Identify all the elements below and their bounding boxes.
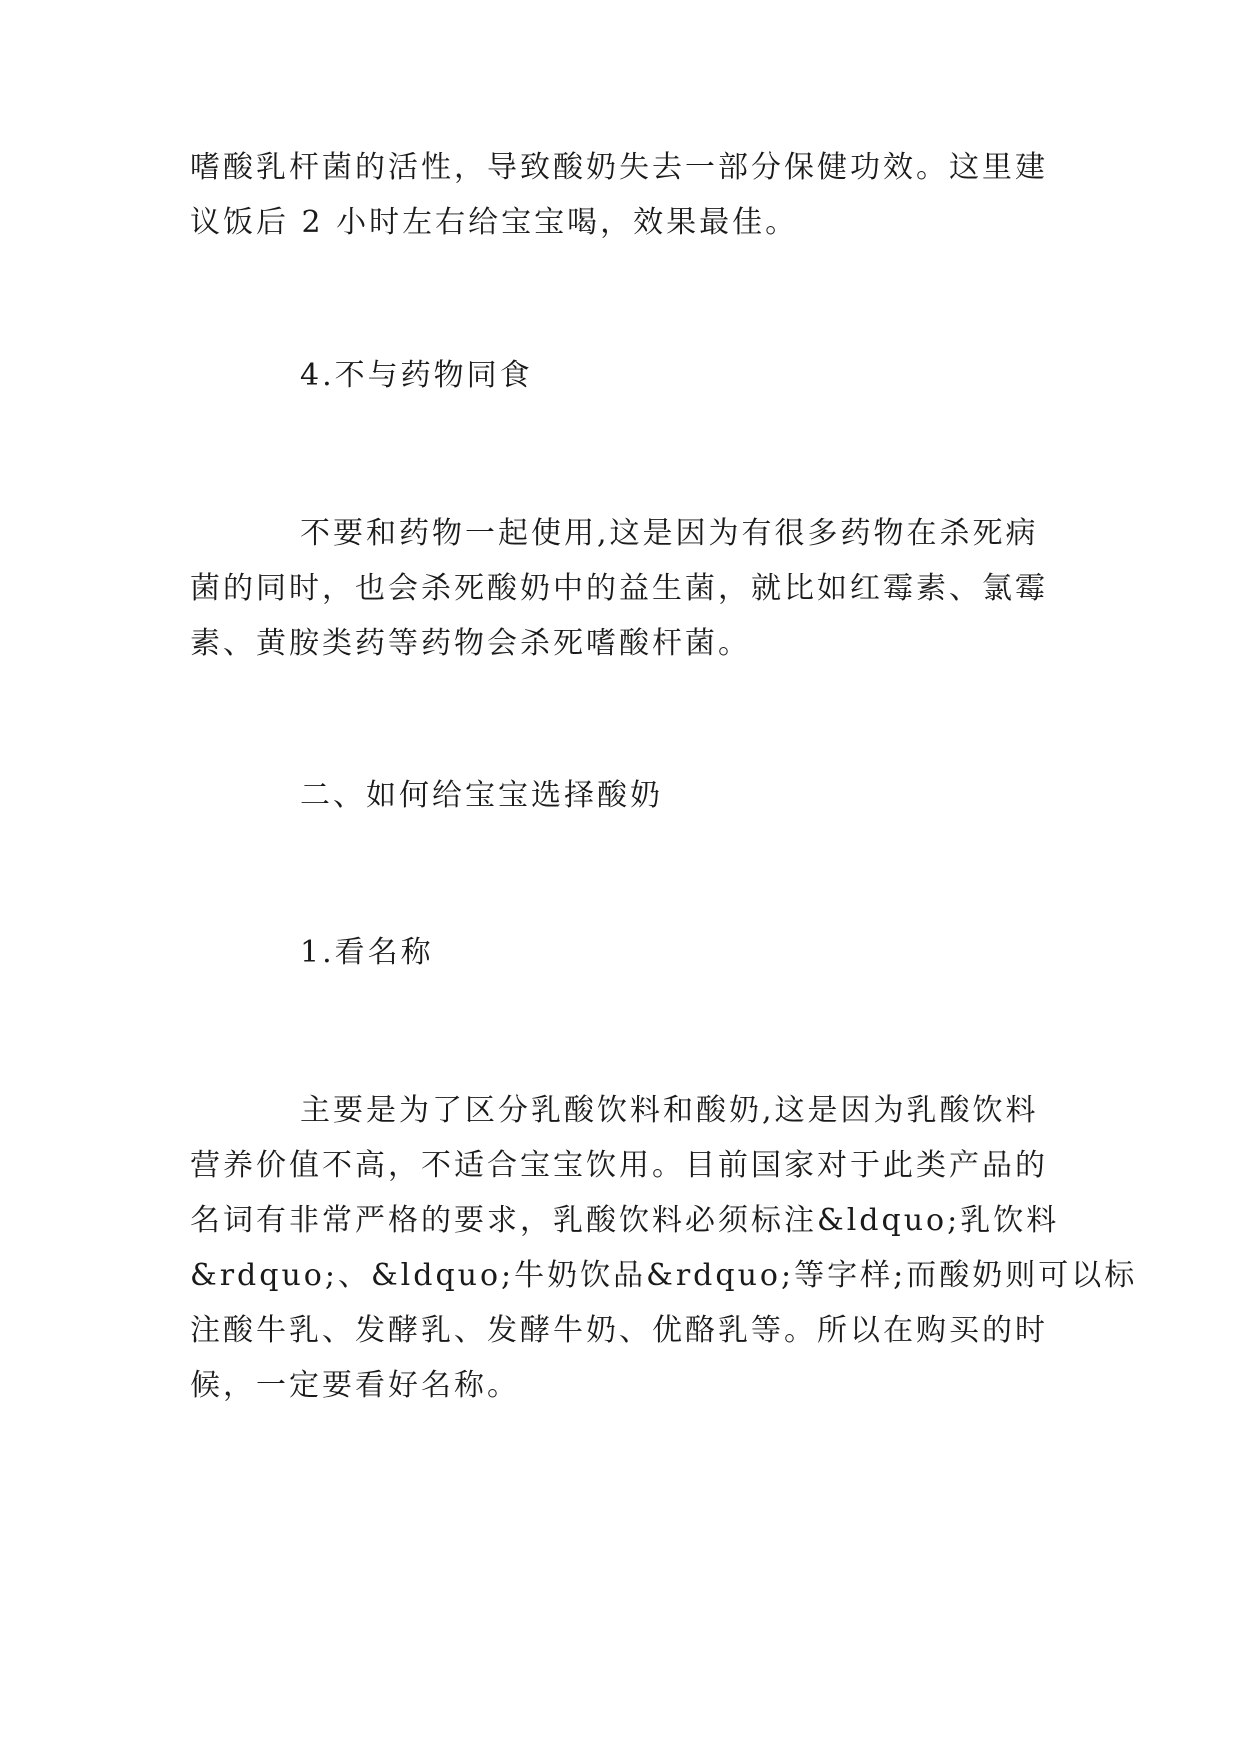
- paragraph-name: [190, 1083, 1138, 1413]
- paragraph-line: 不要和药物一起使用,这是因为有很多药物在杀死病: [300, 516, 1039, 551]
- paragraph-line: 名词有非常严格的要求，乳酸饮料必须标注&ldquo;乳饮料: [190, 1203, 1060, 1238]
- paragraph-line: 素、黄胺类药等药物会杀死嗜酸杆菌。: [190, 626, 751, 661]
- paragraph-medicine: [190, 506, 1052, 671]
- paragraph-line: 注酸牛乳、发酵乳、发酵牛奶、优酪乳等。所以在购买的时: [190, 1313, 1048, 1348]
- paragraph-line: 嗜酸乳杆菌的活性，导致酸奶失去一部分保健功效。这里建: [190, 150, 1048, 185]
- paragraph-line: 主要是为了区分乳酸饮料和酸奶,这是因为乳酸饮料: [300, 1093, 1039, 1128]
- paragraph-line: &rdquo;、&ldquo;牛奶饮品&rdquo;等字样;而酸奶则可以标: [190, 1258, 1138, 1293]
- heading-1-check-name: 1.看名称: [300, 935, 434, 970]
- paragraph-line: 营养价值不高，不适合宝宝饮用。目前国家对于此类产品的: [190, 1148, 1048, 1183]
- paragraph-line: 候，一定要看好名称。: [190, 1368, 520, 1403]
- paragraph-continuation: [190, 140, 1052, 250]
- section-heading-2: 二、如何给宝宝选择酸奶: [300, 778, 663, 813]
- heading-4-no-medicine: 4.不与药物同食: [300, 358, 533, 393]
- paragraph-line: 议饭后 2 小时左右给宝宝喝，效果最佳。: [190, 205, 799, 240]
- paragraph-line: 菌的同时，也会杀死酸奶中的益生菌，就比如红霉素、氯霉: [190, 571, 1048, 606]
